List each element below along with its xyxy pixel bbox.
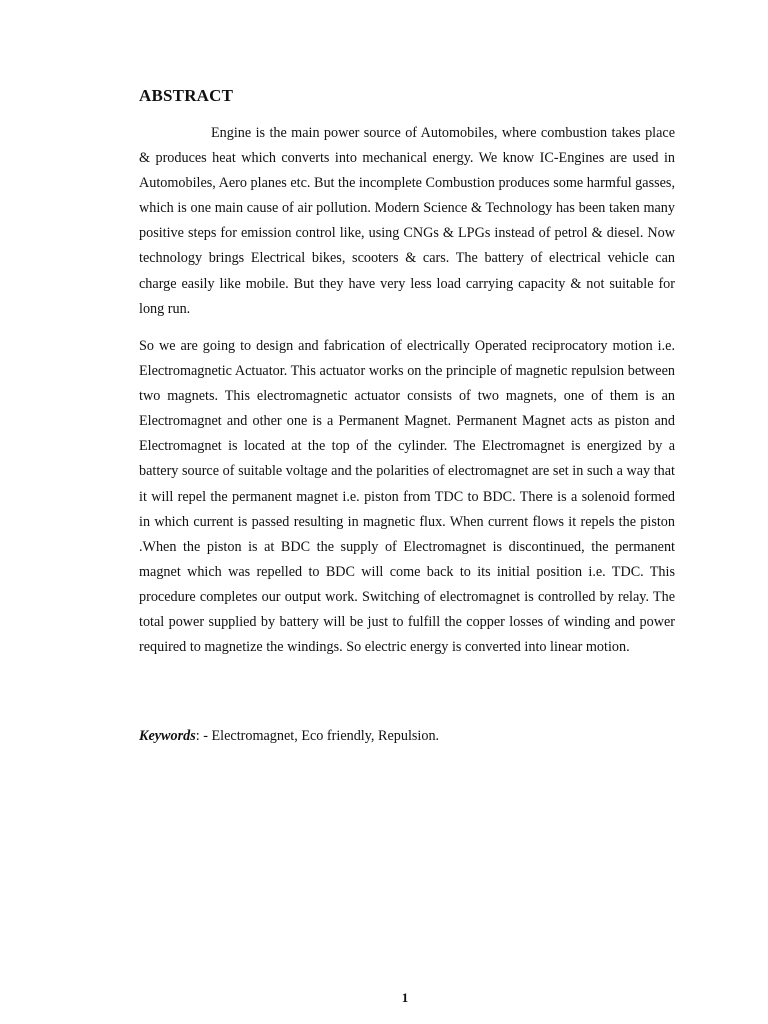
abstract-paragraph-2: So we are going to design and fabrication of electrically Operated reciprocatory motion i.e. Electromagnetic Actuator. This actuator works on the principle of magnetic repulsion between two magnets. This electromagnetic actuator consists of two magnets, one of them is an Electromagnet and other one is a Permanent Magnet. Permanent Magnet acts as piston and Electromagnet is located at the top of the cylinder. The Electromagnet is energized by a battery source of suitable voltage and the polarities of electromagnet are set in such a way that it will repel the permanent magnet i.e. piston from TDC to BDC. There is a solenoid formed in which current is passed resulting in magnetic flux. When current flows it repels the piston .When the piston is at BDC the supply of Electromagnet is discontinued, the permanent magnet which was repelled to BDC will come back to its initial position i.e. TDC. This procedure completes our output work. Switching of electromagnet is controlled by relay. The total power supplied by battery will be just to fulfill the copper losses of winding and power required to magnetize the windings. So electric energy is converted into linear motion. [139,338,675,656]
keywords-label: Keywords [139,728,196,744]
keywords-line [139,724,439,749]
page-number: 1 [401,990,409,1005]
keywords-text: : - Electromagnet, Eco friendly, Repulsion. [195,728,440,744]
abstract-heading: ABSTRACT [139,86,234,105]
abstract-paragraph-1: Engine is the main power source of Automobiles, where combustion takes place & produces heat which converts into mechanical energy. We know IC-Engines are used in Automobiles, Aero planes etc. But the incomplete Combustion produces some harmful gasses, which is one main cause of air pollution. Modern Science & Technology has been taken many positive steps for emission control like, using CNGs & LPGs instead of petrol & diesel. Now technology brings Electrical bikes, scooters & cars. The battery of electrical vehicle can charge easily like mobile. But they have very less load carrying capacity & not suitable for long run. [139,125,675,317]
